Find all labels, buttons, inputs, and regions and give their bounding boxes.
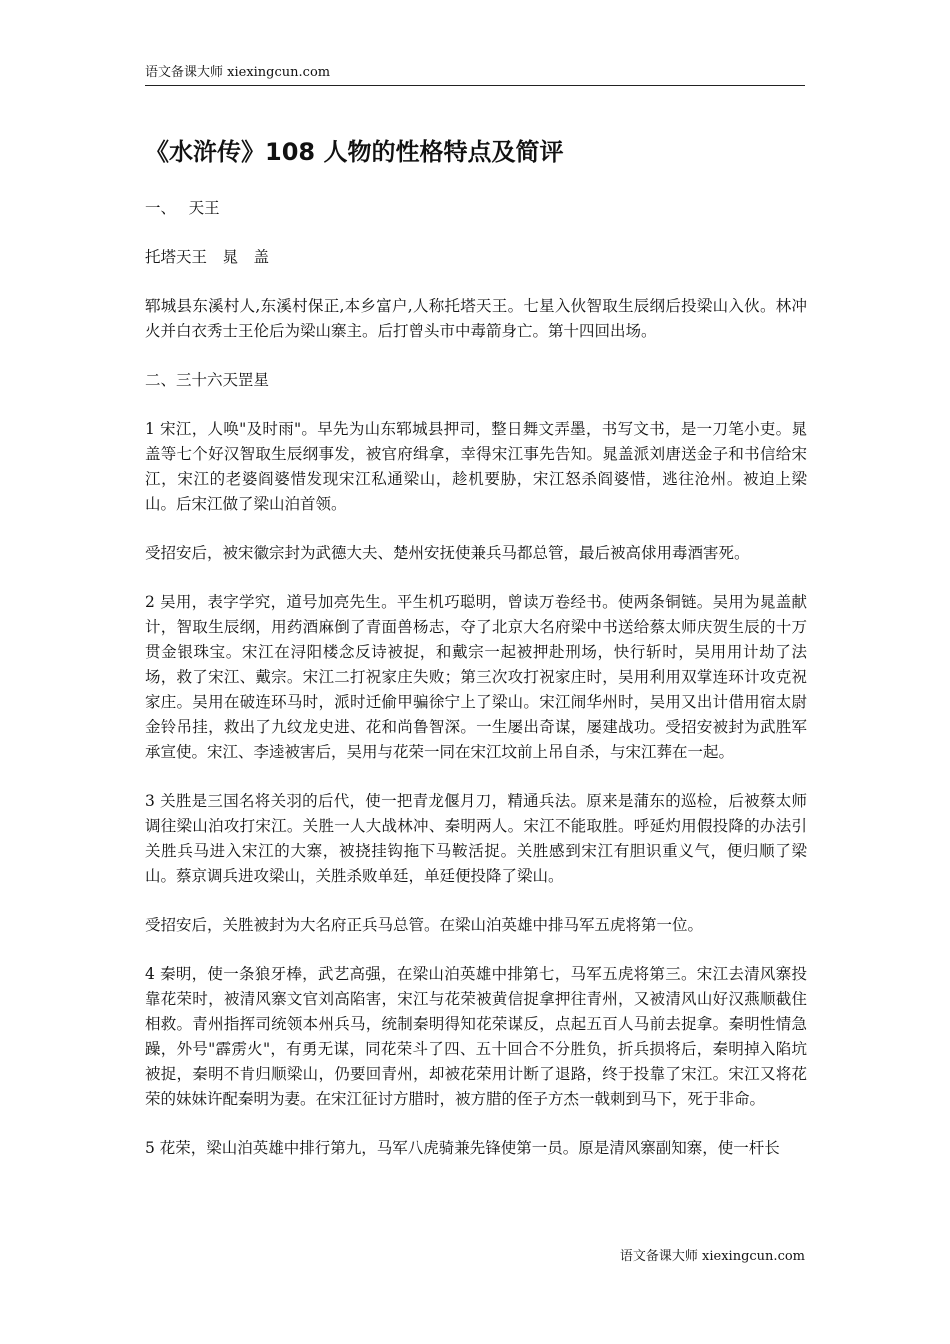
page-footer: 语文备课大师 xiexingcun.com (619, 1249, 805, 1264)
document-body (145, 196, 807, 1185)
character-name-chaogai: 托塔天王 晁 盖 (145, 248, 270, 266)
paragraph-huarong: 5 花荣，梁山泊英雄中排行第九，马军八虎骑兼先锋使第一员。原是清风寨副知寨，使一杆长 (145, 1139, 780, 1157)
section-heading-tianwang: 一、 天王 (145, 199, 220, 217)
paragraph-wuyong: 2 吴用，表字学究，道号加亮先生。平生机巧聪明，曾读万卷经书。使两条铜链。吴用为晁盖献计，智取生辰纲，用药酒麻倒了青面兽杨志，夺了北京大名府梁中书送给蔡太师庆贺生辰的十万贯金银珠宝。宋江在浔阳楼念反诗被捉，和戴宗一起被押赴刑场，快行斩时，吴用用计劫了法场，救了宋江、戴宗。宋江二打祝家庄失败；第三次攻打祝家庄时，吴用利用双掌连环计攻克祝家庄。吴用在破连环马时，派时迁偷甲骗徐宁上了梁山。宋江闹华州时，吴用又出计借用宿太尉金铃吊挂，救出了九纹龙史进、花和尚鲁智深。一生屡出奇谋，屡建战功。受招安被封为武胜军承宣使。宋江、李逵被害后，吴用与花荣一同在宋江坟前上吊自杀，与宋江葬在一起。 (145, 593, 807, 761)
page-header: 语文备课大师 xiexingcun.com (145, 64, 805, 86)
paragraph-guansheng: 3 关胜是三国名将关羽的后代，使一把青龙偃月刀，精通兵法。原来是蒲东的巡检，后被蔡太师调往梁山泊攻打宋江。关胜一人大战林冲、秦明两人。宋江不能取胜。呼延灼用假投降的办法引关胜兵马进入宋江的大寨，被挠挂钩拖下马鞍活捉。关胜感到宋江有胆识重义气，便归顺了梁山。蔡京调兵进攻梁山，关胜杀败单廷，单廷便投降了梁山。 (145, 792, 807, 885)
paragraph-qinming: 4 秦明，使一条狼牙棒，武艺高强，在梁山泊英雄中排第七，马军五虎将第三。宋江去清风寨投靠花荣时，被清风寨文官刘高陷害，宋江与花荣被黄信捉拿押往青州，又被清风山好汉燕顺截住相救。青州指挥司统领本州兵马，统制秦明得知花荣谋反，点起五百人马前去捉拿。秦明性情急躁，外号"霹雳火"，有勇无谋，同花荣斗了四、五十回合不分胜负，折兵损将后，秦明掉入陷坑被捉，秦明不肯归顺梁山，仍要回青州，却被花荣用计断了退路，终于投靠了宋江。宋江又将花荣的妹妹许配秦明为妻。在宋江征讨方腊时，被方腊的侄子方杰一戟刺到马下，死于非命。 (145, 965, 807, 1108)
paragraph-chaogai: 郓城县东溪村人,东溪村保正,本乡富户,人称托塔天王。七星入伙智取生辰纲后投梁山入伙。林冲火并白衣秀士王伦后为梁山寨主。后打曾头市中毒箭身亡。第十四回出场。 (145, 297, 807, 340)
paragraph-songjiang-zhaoan: 受招安后，被宋徽宗封为武德大夫、楚州安抚使兼兵马都总管，最后被高俅用毒酒害死。 (145, 544, 750, 562)
paragraph-guansheng-zhaoan: 受招安后，关胜被封为大名府正兵马总管。在梁山泊英雄中排马军五虎将第一位。 (145, 916, 704, 934)
section-heading-tiangang: 二、三十六天罡星 (145, 371, 270, 389)
paragraph-songjiang: 1 宋江，人唤"及时雨"。早先为山东郓城县押司，整日舞文弄墨，书写文书，是一刀笔小吏。晁盖等七个好汉智取生辰纲事发，被官府缉拿，幸得宋江事先告知。晁盖派刘唐送金子和书信给宋江，宋江的老婆阎婆惜发现宋江私通梁山，趁机要胁，宋江怒杀阎婆惜，逃往沧州。被迫上梁山。后宋江做了梁山泊首领。 (145, 420, 807, 513)
document-title: 《水浒传》108 人物的性格特点及简评 (145, 138, 564, 166)
